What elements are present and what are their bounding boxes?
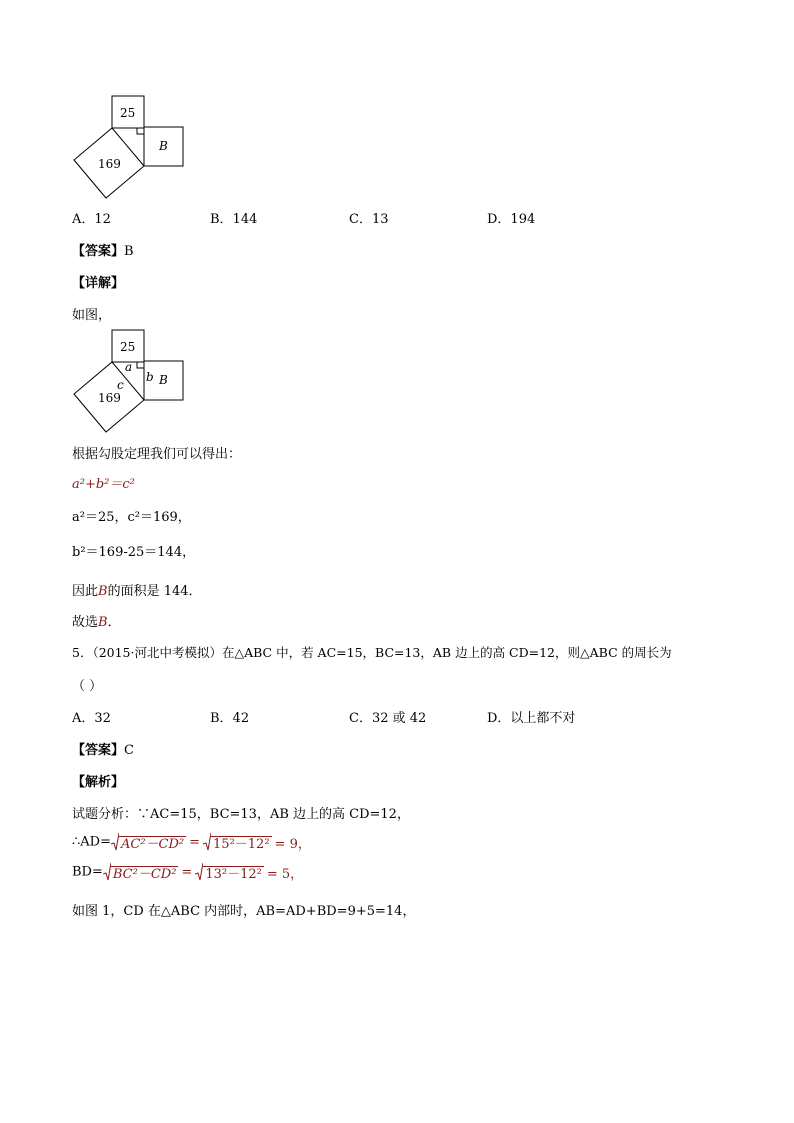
label-a: a: [125, 360, 133, 374]
q4-option-c: C．13: [349, 212, 389, 227]
q5-analysis-tag: 【解析】: [72, 775, 125, 790]
q5-answer: [72, 739, 134, 758]
label-b: B: [159, 373, 168, 387]
line2-prefix: ∴AD=: [72, 834, 111, 850]
conclusion-suffix: 的面积是 144．: [107, 584, 202, 599]
label-25: 25: [120, 340, 136, 354]
q4-option-d: D．194: [487, 212, 536, 227]
label-169: 169: [98, 157, 121, 171]
q5-line4: 如图 1，CD 在△ABC 内部时，AB=AD+BD=9+5=14，: [72, 904, 416, 919]
conclusion-var: B: [98, 584, 108, 599]
right-angle-mark: [137, 362, 144, 368]
q4-intro: 如图，: [72, 308, 112, 323]
label-side-b: b: [146, 370, 154, 384]
q4-conclusion: [72, 580, 202, 599]
q4-option-a: A．12: [72, 212, 111, 227]
answer-value: C: [124, 743, 134, 758]
q4-eq1: a²+b²＝c²: [72, 477, 135, 492]
right-angle-mark: [137, 128, 144, 134]
conclusion-prefix: 因此: [72, 584, 99, 599]
figure-squares-2: [70, 328, 190, 434]
line3-mid: =: [181, 864, 193, 880]
line2-root2: 15²－12²: [213, 836, 270, 852]
figure-squares-1: [70, 94, 190, 200]
sqrt-radical-3: [103, 862, 111, 882]
q4-detail-tag: 【详解】: [72, 276, 125, 291]
q5-option-c: C．32 或 42: [349, 711, 427, 726]
q5-option-d: D．以上都不对: [487, 711, 576, 726]
q5-option-b: B．42: [210, 711, 250, 726]
line2-root1: AC²－CD²: [120, 836, 185, 852]
line3-result: = 5，: [266, 866, 304, 882]
q5-line3: [72, 862, 303, 886]
q5-stem: 5．（2015·河北中考模拟）在△ABC 中，若 AC=15，BC=13，AB 边上的高 CD=12，则△ABC 的周长为: [72, 645, 672, 660]
answer-tag: 【答案】: [72, 743, 125, 758]
q4-eq3: b²＝169-25＝144，: [72, 545, 196, 560]
answer-value: B: [124, 244, 134, 259]
q4-option-b: B．144: [210, 212, 258, 227]
choice-suffix: ．: [107, 615, 121, 630]
q5-line1: 试题分析：∵AC=15，BC=13，AB 边上的高 CD=12，: [72, 807, 410, 822]
q4-choice: [72, 611, 121, 630]
label-c: c: [117, 378, 124, 392]
q5-line2: [72, 832, 311, 856]
line3-prefix: BD=: [72, 864, 103, 880]
q5-paren: （ ）: [72, 679, 103, 694]
label-169: 169: [98, 391, 121, 405]
line3-root2: 13²－12²: [205, 866, 262, 882]
q4-answer: [72, 240, 134, 259]
line3-root1: BC²－CD²: [112, 866, 177, 882]
sqrt-radical-1: [111, 832, 119, 852]
answer-tag: 【答案】: [72, 244, 125, 259]
q5-option-a: A．32: [72, 711, 111, 726]
label-b: B: [159, 139, 168, 153]
sqrt-radical-2: [203, 832, 211, 852]
line2-result: = 9，: [274, 836, 311, 852]
q4-eq2: a²＝25，c²＝169，: [72, 510, 191, 525]
label-25: 25: [120, 106, 136, 120]
choice-var: B: [98, 615, 108, 630]
q4-theorem: 根据勾股定理我们可以得出：: [72, 447, 242, 462]
choice-prefix: 故选: [72, 615, 99, 630]
line2-mid: =: [189, 834, 201, 850]
